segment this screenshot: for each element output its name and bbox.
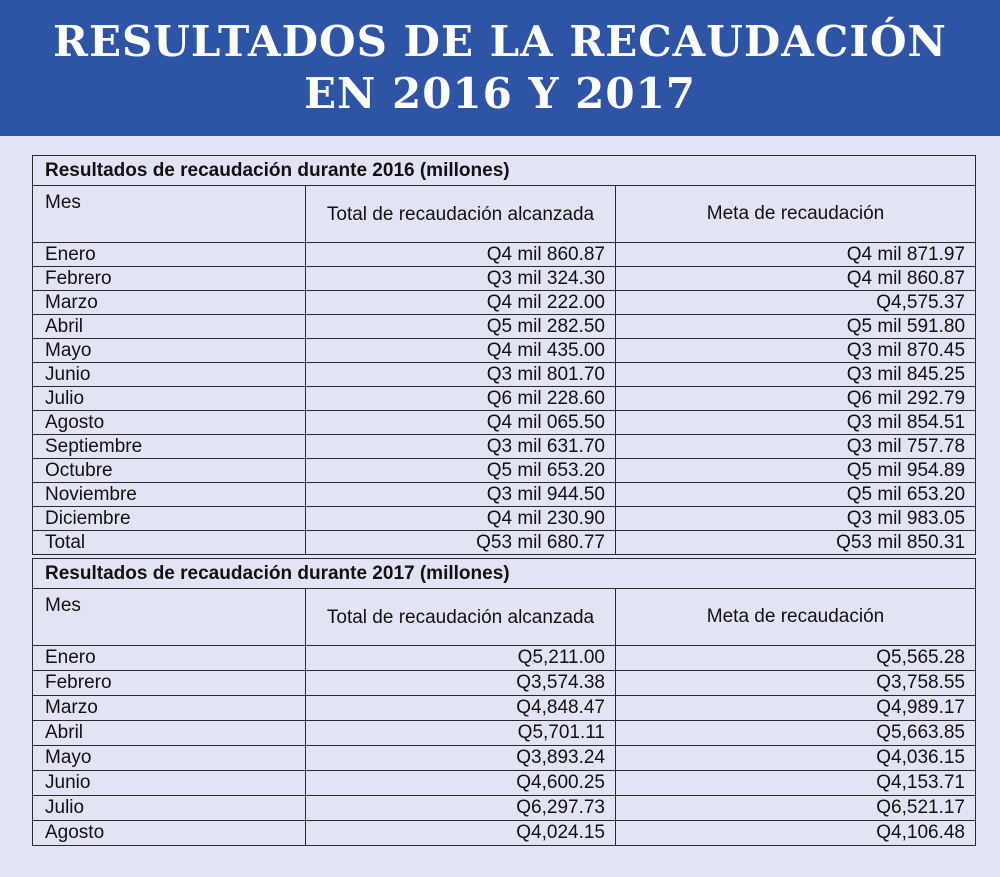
- table-caption: Resultados de recaudación durante 2016 (millones): [33, 156, 976, 186]
- column-header-month: Mes: [33, 589, 306, 646]
- cell-total: Q6,297.73: [306, 796, 616, 821]
- table-caption: Resultados de recaudación durante 2017 (millones): [33, 559, 976, 589]
- cell-total: Q3,574.38: [306, 671, 616, 696]
- cell-total: Q4 mil 222.00: [306, 291, 616, 315]
- table-header-row: [33, 589, 976, 646]
- table-row: [33, 339, 976, 363]
- cell-goal: Q6,521.17: [616, 796, 976, 821]
- cell-total: Q4 mil 065.50: [306, 411, 616, 435]
- table-row: [33, 746, 976, 771]
- cell-total: Q5 mil 282.50: [306, 315, 616, 339]
- cell-goal: Q5,565.28: [616, 646, 976, 671]
- cell-goal: Q4 mil 871.97: [616, 243, 976, 267]
- table-row: [33, 459, 976, 483]
- cell-goal: Q3 mil 845.25: [616, 363, 976, 387]
- cell-total: Q4 mil 860.87: [306, 243, 616, 267]
- table-row: [33, 796, 976, 821]
- cell-goal: Q4 mil 860.87: [616, 267, 976, 291]
- cell-total: Q4,600.25: [306, 771, 616, 796]
- cell-total: Q3 mil 324.30: [306, 267, 616, 291]
- table-row: [33, 243, 976, 267]
- table-row: [33, 267, 976, 291]
- cell-month: Marzo: [33, 696, 306, 721]
- cell-goal: Q53 mil 850.31: [616, 531, 976, 555]
- table-row: [33, 821, 976, 846]
- cell-goal: Q5 mil 591.80: [616, 315, 976, 339]
- table-row: [33, 771, 976, 796]
- cell-goal: Q4,106.48: [616, 821, 976, 846]
- table-row: [33, 387, 976, 411]
- table-row: [33, 291, 976, 315]
- cell-total: Q53 mil 680.77: [306, 531, 616, 555]
- cell-goal: Q5 mil 653.20: [616, 483, 976, 507]
- cell-goal: Q3 mil 870.45: [616, 339, 976, 363]
- cell-total: Q4 mil 230.90: [306, 507, 616, 531]
- column-header-total: Total de recaudación alcanzada: [306, 589, 616, 646]
- cell-total: Q3 mil 801.70: [306, 363, 616, 387]
- table-row: [33, 411, 976, 435]
- cell-goal: Q6 mil 292.79: [616, 387, 976, 411]
- cell-total: Q4,024.15: [306, 821, 616, 846]
- table-header-row: [33, 186, 976, 243]
- column-header-total: Total de recaudación alcanzada: [306, 186, 616, 243]
- cell-month: Junio: [33, 363, 306, 387]
- table-row: [33, 363, 976, 387]
- cell-month: Abril: [33, 315, 306, 339]
- table-2016: [32, 155, 976, 555]
- cell-total: Q5 mil 653.20: [306, 459, 616, 483]
- cell-month: Enero: [33, 243, 306, 267]
- page-title-line-2: EN 2016 Y 2017: [303, 69, 697, 118]
- cell-total: Q5,701.11: [306, 721, 616, 746]
- table-2017: [32, 558, 976, 846]
- cell-month: Abril: [33, 721, 306, 746]
- cell-goal: Q3 mil 854.51: [616, 411, 976, 435]
- cell-goal: Q4,036.15: [616, 746, 976, 771]
- column-header-month: Mes: [33, 186, 306, 243]
- table-row: [33, 721, 976, 746]
- title-banner: [0, 0, 1000, 136]
- cell-month: Marzo: [33, 291, 306, 315]
- cell-month: Junio: [33, 771, 306, 796]
- cell-goal: Q4,575.37: [616, 291, 976, 315]
- cell-month: Octubre: [33, 459, 306, 483]
- cell-month: Septiembre: [33, 435, 306, 459]
- table-row: [33, 315, 976, 339]
- cell-total: Q3 mil 631.70: [306, 435, 616, 459]
- table-caption-row: [33, 559, 976, 589]
- cell-month: Enero: [33, 646, 306, 671]
- cell-month: Agosto: [33, 821, 306, 846]
- table-row: [33, 671, 976, 696]
- cell-month: Julio: [33, 796, 306, 821]
- cell-goal: Q3 mil 983.05: [616, 507, 976, 531]
- cell-month: Febrero: [33, 671, 306, 696]
- cell-goal: Q4,153.71: [616, 771, 976, 796]
- cell-month: Febrero: [33, 267, 306, 291]
- cell-goal: Q3 mil 757.78: [616, 435, 976, 459]
- column-header-goal: Meta de recaudación: [616, 186, 976, 243]
- page-title-line-1: RESULTADOS DE LA RECAUDACIÓN: [53, 17, 947, 66]
- table-row: [33, 435, 976, 459]
- table-row: [33, 646, 976, 671]
- cell-total: Q3,893.24: [306, 746, 616, 771]
- table-row: [33, 483, 976, 507]
- cell-month: Diciembre: [33, 507, 306, 531]
- table-row: [33, 507, 976, 531]
- cell-total: Q6 mil 228.60: [306, 387, 616, 411]
- table-row: [33, 696, 976, 721]
- cell-month: Total: [33, 531, 306, 555]
- cell-total: Q3 mil 944.50: [306, 483, 616, 507]
- table-caption-row: [33, 156, 976, 186]
- cell-total: Q5,211.00: [306, 646, 616, 671]
- cell-month: Noviembre: [33, 483, 306, 507]
- cell-month: Mayo: [33, 746, 306, 771]
- cell-total: Q4 mil 435.00: [306, 339, 616, 363]
- cell-goal: Q3,758.55: [616, 671, 976, 696]
- cell-goal: Q5,663.85: [616, 721, 976, 746]
- cell-month: Agosto: [33, 411, 306, 435]
- table-row: [33, 531, 976, 555]
- cell-month: Julio: [33, 387, 306, 411]
- cell-goal: Q4,989.17: [616, 696, 976, 721]
- cell-total: Q4,848.47: [306, 696, 616, 721]
- cell-month: Mayo: [33, 339, 306, 363]
- cell-goal: Q5 mil 954.89: [616, 459, 976, 483]
- column-header-goal: Meta de recaudación: [616, 589, 976, 646]
